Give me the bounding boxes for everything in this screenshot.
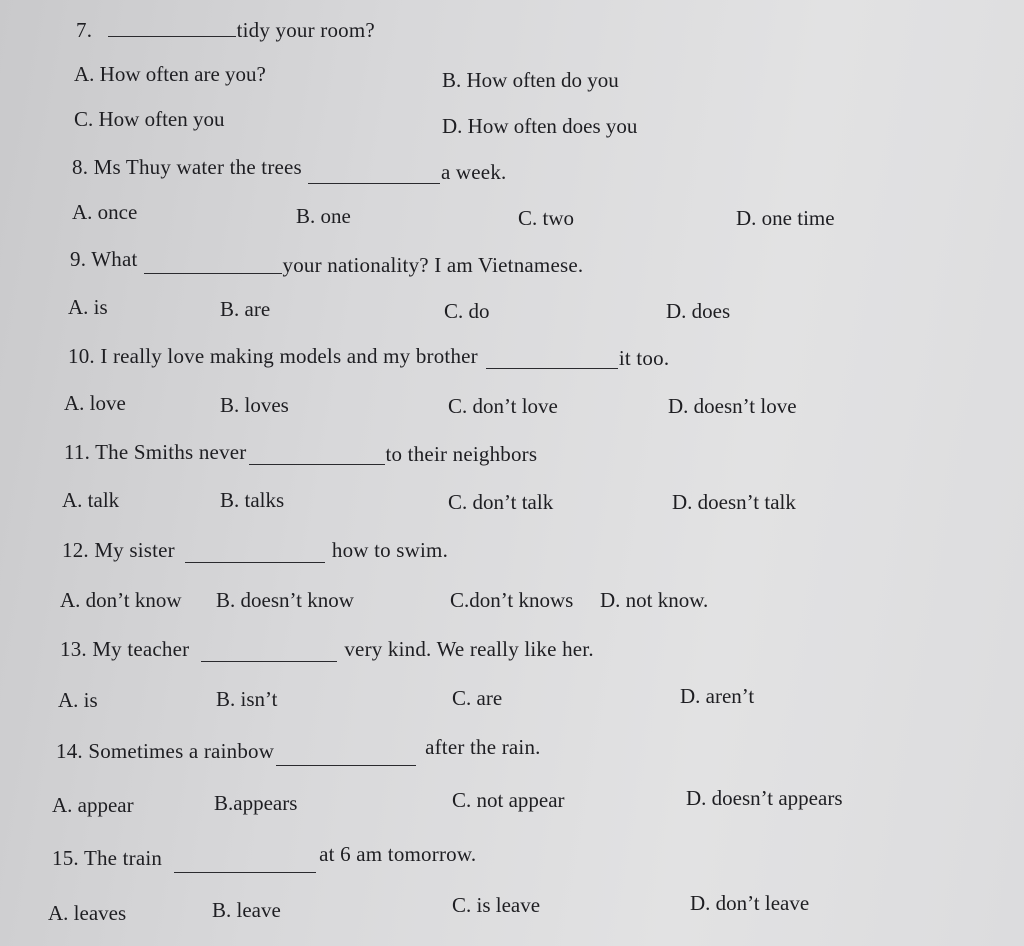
answer-blank xyxy=(185,558,325,563)
option-b: B. leave xyxy=(212,898,281,922)
option-d: D. don’t leave xyxy=(690,891,810,915)
option-a: A. love xyxy=(64,391,126,415)
question-stem-after: very kind. We really like her. xyxy=(344,637,594,661)
question-stem-before: Ms Thuy water the trees xyxy=(93,155,302,179)
option-c: C. is leave xyxy=(452,893,541,917)
question-9 xyxy=(70,247,584,277)
question-stem-before: I really love making models and my brother xyxy=(100,344,478,368)
option-c: C. don’t love xyxy=(448,394,558,418)
question-number: 11. xyxy=(64,440,91,464)
question-stem-after: to their neighbors xyxy=(385,442,538,466)
question-number: 7. xyxy=(76,18,93,42)
answer-blank xyxy=(201,657,337,662)
option-b: B. isn’t xyxy=(216,687,278,711)
question-stem-after: how to swim. xyxy=(331,538,449,562)
question-stem-before: The train xyxy=(83,846,163,870)
question-stem-before: Sometimes a rainbow xyxy=(88,739,275,763)
option-a: A. appear xyxy=(52,793,134,817)
option-a: A. is xyxy=(58,688,98,712)
question-13 xyxy=(60,639,594,660)
option-b: B. How often do you xyxy=(442,68,619,92)
option-d: D. doesn’t love xyxy=(668,394,797,418)
option-b: B. doesn’t know xyxy=(216,588,354,612)
option-c: C. are xyxy=(452,686,503,710)
question-15 xyxy=(52,842,477,870)
question-number: 15. xyxy=(52,846,79,870)
option-c: C. How often you xyxy=(74,107,225,131)
option-a: A. leaves xyxy=(48,901,127,925)
question-stem-before: What xyxy=(91,247,138,271)
question-number: 10. xyxy=(68,344,95,368)
question-stem-before: My teacher xyxy=(92,637,190,661)
question-stem-after: it too. xyxy=(618,346,670,370)
question-11 xyxy=(64,440,538,466)
option-d: D. not know. xyxy=(600,588,709,612)
option-d: D. one time xyxy=(736,206,835,230)
question-number: 8. xyxy=(72,155,89,179)
answer-blank xyxy=(308,179,440,184)
question-stem-after: tidy your room? xyxy=(236,18,375,42)
option-c: C. do xyxy=(444,299,490,323)
question-number: 13. xyxy=(60,637,87,661)
question-8 xyxy=(72,155,507,184)
question-number: 9. xyxy=(70,247,87,271)
option-b: B. one xyxy=(296,204,351,228)
question-number: 14. xyxy=(56,739,83,763)
question-10 xyxy=(68,344,670,370)
option-a: A. talk xyxy=(62,488,120,512)
option-c: C. don’t talk xyxy=(448,490,554,514)
option-c: C. two xyxy=(518,206,575,230)
question-number: 12. xyxy=(62,538,89,562)
question-stem-after: after the rain. xyxy=(425,735,541,759)
option-a: A. is xyxy=(68,295,108,319)
question-stem-before: The Smiths never xyxy=(95,440,247,464)
option-d: D. aren’t xyxy=(680,684,755,708)
option-c: C. not appear xyxy=(452,788,565,812)
option-b: B.appears xyxy=(214,791,298,815)
answer-blank xyxy=(108,32,236,37)
option-d: D. doesn’t appears xyxy=(686,786,843,810)
question-stem-after: a week. xyxy=(440,160,507,184)
option-b: B. talks xyxy=(220,488,285,512)
answer-blank xyxy=(144,269,282,274)
option-c: C.don’t knows xyxy=(450,588,574,612)
option-d: D. doesn’t talk xyxy=(672,490,796,514)
option-a: A. How often are you? xyxy=(74,62,266,86)
option-b: B. loves xyxy=(220,393,289,417)
question-7 xyxy=(76,20,375,41)
option-d: D. How often does you xyxy=(442,114,638,138)
option-a: A. once xyxy=(72,200,138,224)
answer-blank xyxy=(249,460,385,465)
question-14 xyxy=(56,735,541,763)
option-a: A. don’t know xyxy=(60,588,182,612)
option-d: D. does xyxy=(666,299,731,323)
question-stem-after: your nationality? I am Vietnamese. xyxy=(282,253,584,277)
option-b: B. are xyxy=(220,297,271,321)
question-stem-before: My sister xyxy=(94,538,175,562)
answer-blank xyxy=(486,364,618,369)
question-stem-after: at 6 am tomorrow. xyxy=(319,842,477,866)
answer-blank xyxy=(174,868,316,873)
question-12 xyxy=(62,540,448,561)
answer-blank xyxy=(276,761,416,766)
